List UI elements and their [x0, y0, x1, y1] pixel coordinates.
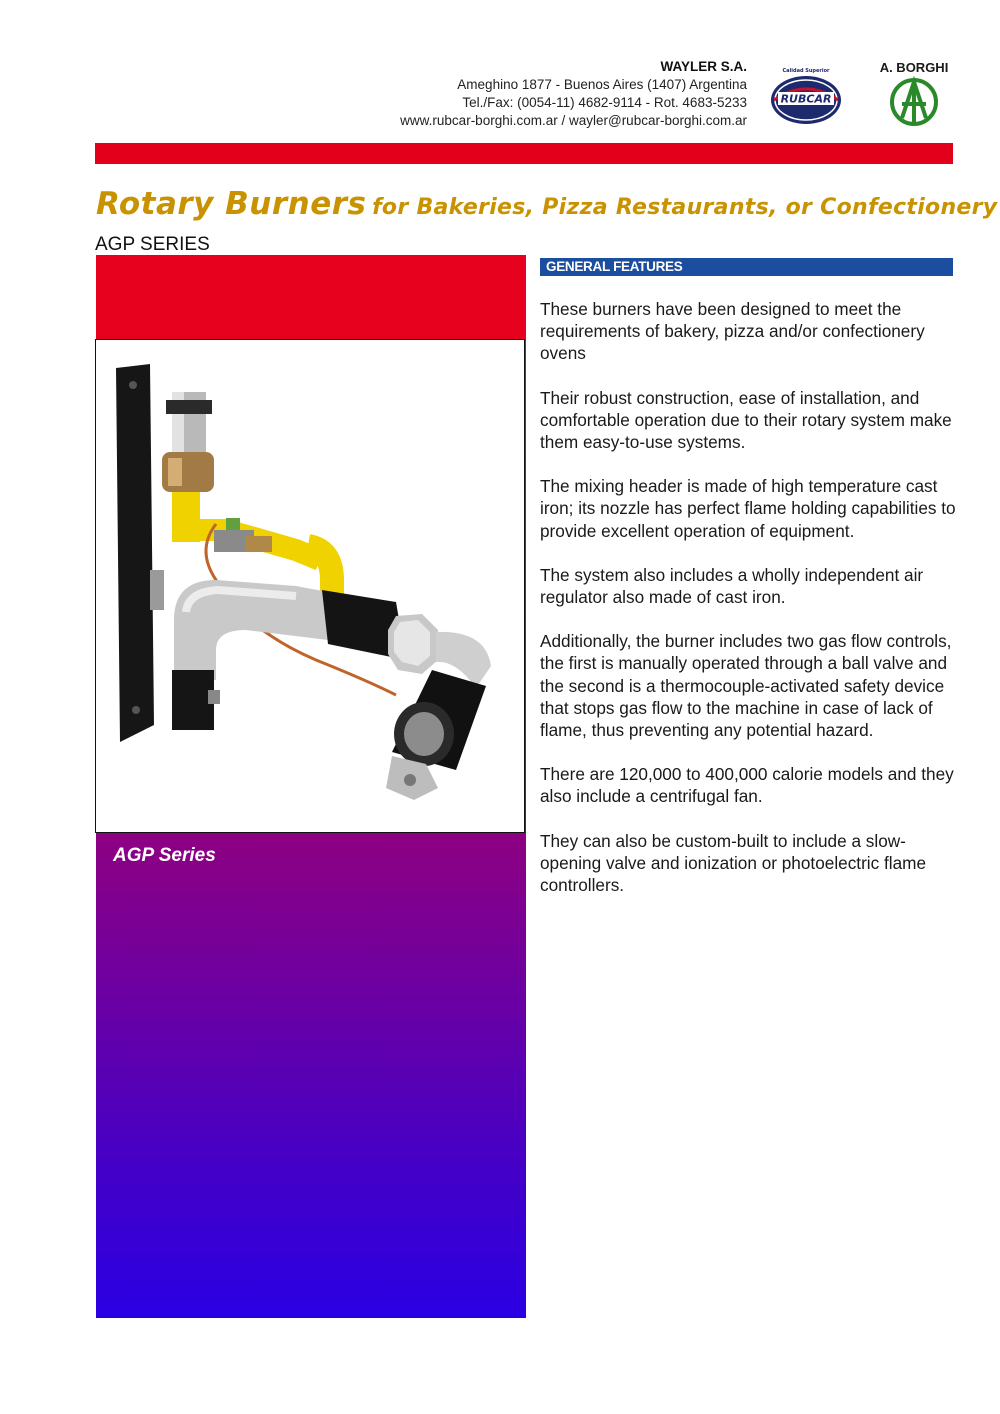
series-label: AGP SERIES: [95, 234, 210, 255]
features-text: [540, 298, 958, 918]
feature-paragraph: The system also includes a wholly independent air regulator also made of cast iron.: [540, 564, 924, 608]
feature-paragraph: There are 120,000 to 400,000 calorie models and they also include a centrifugal fan.: [540, 764, 954, 807]
rubcar-logo: [768, 60, 848, 128]
company-address: Ameghino 1877 - Buenos Aires (1407) Argentina: [457, 77, 747, 92]
page-title: [96, 186, 997, 222]
company-info: [400, 58, 747, 130]
header-red-bar: [95, 143, 953, 164]
borghi-logo: [872, 58, 956, 130]
feature-paragraph: These burners have been designed to meet the requirements of bakery, pizza and/or confectionery ovens: [540, 299, 925, 364]
company-phone: Tel./Fax: (0054-11) 4682-9114 - Rot. 4683-5233: [462, 95, 747, 110]
company-name: WAYLER S.A.: [660, 59, 747, 74]
title-sub: for Bakeries, Pizza Restaurants, or Confectionery: [372, 195, 998, 220]
product-photo: [95, 339, 525, 833]
photo-caption: AGP Series: [113, 845, 216, 866]
rubcar-logo-text: RUBCAR: [780, 92, 832, 106]
feature-paragraph: Their robust construction, ease of installation, and comfortable operation due to their rotary system make them easy-to-use systems.: [540, 387, 952, 453]
borghi-logo-text: A. BORGHI: [879, 60, 949, 75]
rubcar-logo-tagline: Calidad Superior: [782, 68, 830, 74]
company-web: www.rubcar-borghi.com.ar / wayler@rubcar-borghi.com.ar: [400, 113, 747, 128]
general-features-header: GENERAL FEATURES: [540, 258, 953, 276]
feature-paragraph: Additionally, the burner includes two gas flow controls, the first is manually operated through a ball valve and the second is a thermocouple-activated safety device that stops gas flow to the machine in case of lack of flame, thus preventing any potential hazard.: [540, 631, 952, 741]
title-main: Rotary Burners: [96, 186, 367, 222]
feature-paragraph: The mixing header is made of high temperature cast iron; its nozzle has perfect flame holding capabilities to provide excellent operation of equipment.: [540, 476, 956, 541]
feature-paragraph: They can also be custom-built to include a slow-opening valve and ionization or photoelectric flame controllers.: [540, 830, 927, 896]
